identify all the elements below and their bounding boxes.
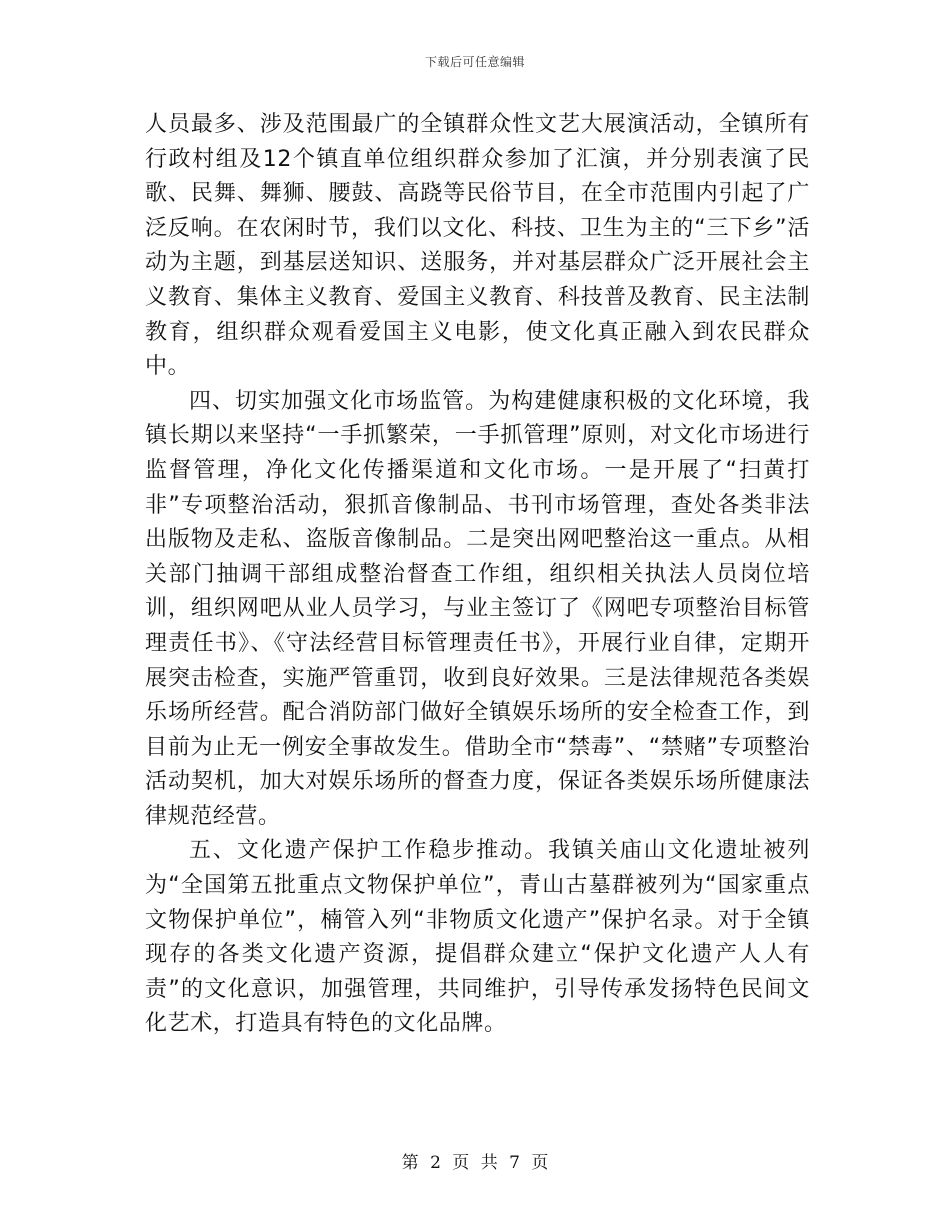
current-page-number: 2 bbox=[430, 1153, 441, 1173]
page-label: 第 bbox=[401, 1153, 419, 1173]
document-body bbox=[145, 108, 810, 1042]
total-pages-number: 7 bbox=[509, 1153, 520, 1173]
page-header: 下载后可任意编辑 bbox=[424, 55, 525, 69]
page-footer bbox=[0, 1148, 950, 1173]
total-label: 共 bbox=[480, 1153, 498, 1173]
paragraph-continuation: 人员最多、涉及范围最广的全镇群众性文艺大展演活动，全镇所有行政村组及12个镇直单位组织群众参加了汇演，并分别表演了民歌、民舞、舞狮、腰鼓、高跷等民俗节目，在全市范围内引起了广泛反响。在农闲时节，我们以文化、科技、卫生为主的“三下乡”活动为主题，到基层送知识、送服务，并对基层群众广泛开展社会主义教育、集体主义教育、爱国主义教育、科技普及教育、民主法制教育，组织群众观看爱国主义电影，使文化真正融入到农民群众中。 bbox=[145, 112, 810, 380]
total-unit-label: 页 bbox=[531, 1153, 549, 1173]
page-unit-label: 页 bbox=[452, 1153, 470, 1173]
paragraph-heritage-protection: 五、文化遗产保护工作稳步推动。我镇关庙山文化遗址被列为“全国第五批重点文物保护单位”，青山古墓群被列为“国家重点文物保护单位”，楠管入列“非物质文化遗产”保护名录。对于全镇现存的各类文化遗产资源，提倡群众建立“保护文化遗产人人有责”的文化意识，加强管理，共同维护，引导传承发扬特色民间文化艺术，打造具有特色的文化品牌。 bbox=[145, 838, 810, 1037]
paragraph-market-supervision: 四、切实加强文化市场监管。为构建健康积极的文化环境，我镇长期以来坚持“一手抓繁荣，一手抓管理”原则，对文化市场进行监督管理，净化文化传播渠道和文化市场。一是开展了“扫黄打非”专项整治活动，狠抓音像制品、书刊市场管理，查处各类非法出版物及走私、盗版音像制品。二是突出网吧整治这一重点。从相关部门抽调干部组成整治督查工作组，组织相关执法人员岗位培训，组织网吧从业人员学习，与业主签订了《网吧专项整治目标管理责任书》、《守法经营目标管理责任书》，开展行业自律，定期开展突击检查，实施严管重罚，收到良好效果。三是法律规范各类娱乐场所经营。配合消防部门做好全镇娱乐场所的安全检查工作，到目前为止无一例安全事故发生。借助全市“禁毒”、“禁赌”专项整治活动契机，加大对娱乐场所的督查力度，保证各类娱乐场所健康法律规范经营。 bbox=[145, 388, 810, 829]
